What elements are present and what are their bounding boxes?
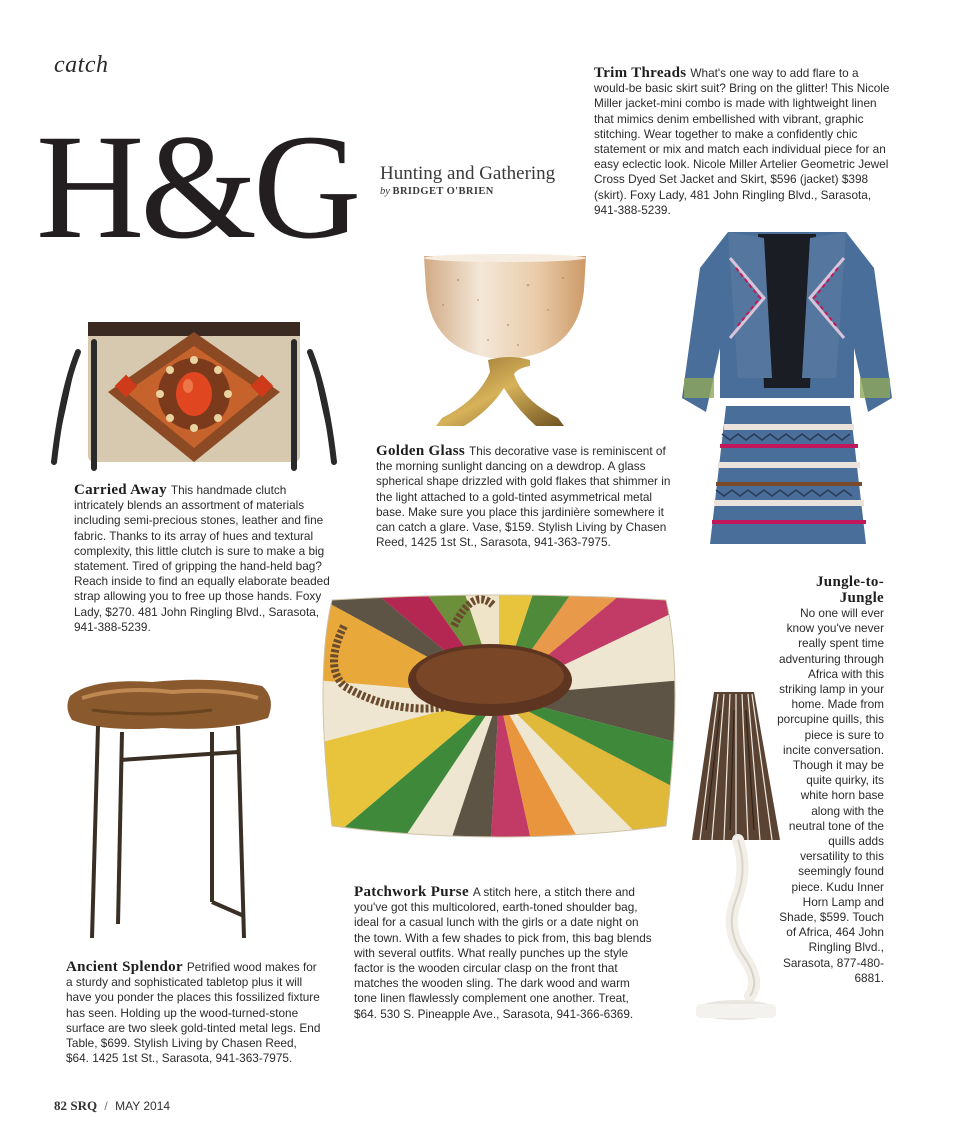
feature-title: Hunting and Gathering — [380, 163, 556, 184]
blurb-heading: Trim Threads — [594, 65, 687, 81]
jacket-skirt-image — [678, 228, 898, 548]
blurb-golden-glass — [376, 444, 680, 550]
blurb-body: What's one way to add flare to a would-be basic skirt suit? Bring on the glitter! This Nicole Miller jacket-mini combo is made with lightweight linen that mimics denim embellished with vibrant, graphic stitching. Wear together to make a confidently chic statement or mix and match each individual piece for an easy eclectic look. Nicole Miller Artelier Geometric Jewel Cross Dyed Set Jacket and Skirt, $596 (jacket) $398 (skirt). Foxy Lady, 481 John Ringling Blvd., Sarasota, 941-388-5239. — [594, 66, 890, 217]
blurb-body: Petrified wood makes for a sturdy and sophisticated tabletop plus it will have you ponder the places this fossilized fixture has seen. Holding up the wood-turned-stone surface are two sleek gold-tinted metal legs. End Table, $699. Stylish Living by Chasen Reed, $64. 1425 1st St., Sarasota, 941-363-7975. — [66, 960, 321, 1066]
beaded-clutch-image — [48, 312, 340, 472]
blurb-body: This decorative vase is reminiscent of the morning sunlight dancing on a dewdrop. A glass spherical shape drizzled with gold flakes that shimmer in the light attached to a gold-tinted asymmetrical metal base. Make sure you place this jardinière somewhere it can catch a glare. Vase, $159. Stylish Living by Chasen Reed, 1425 1st St., Sarasota, 941-363-7975. — [376, 444, 671, 550]
blurb-heading: Golden Glass — [376, 443, 466, 459]
blurb-ancient-splendor — [66, 960, 322, 1066]
blurb-trim-threads — [594, 66, 894, 218]
page-folio — [54, 1098, 170, 1114]
gold-vase-image — [418, 250, 598, 430]
blurb-heading: Ancient Splendor — [66, 959, 183, 975]
blurb-heading: Jungle-to-Jungle — [816, 574, 884, 606]
blurb-body: No one will ever know you've never really spent time adventuring through Africa with this striking lamp in your home. Made from porcupine quills, this piece is sure to incite conversation. Though it may be quite quirky, its white horn base along with the neutral tone of the quills adds versatility to this seemingly found piece. Kudu Inner Horn Lamp and Shade, $599. Touch of Africa, 464 John Ringling Blvd., Sarasota, 877-480-6881. — [777, 606, 884, 985]
blurb-carried-away — [74, 483, 330, 635]
byline-author: BRIDGET O'BRIEN — [392, 186, 494, 197]
byline-prefix: by — [380, 186, 390, 197]
folio-separator: / — [104, 1099, 108, 1113]
blurb-body: A stitch here, a stitch there and you've got this multicolored, earth-toned shoulder bag, ideal for a casual lunch with the girls or a date night on the town. With a few shades to pick from, this bag blends with several outfits. What really punches up the style factor is the wooden circular clasp on the front that matches the wooden sling. The dark wood and warm tone linen flawlessly complement one another. Treat, $64. 530 S. Pineapple Ave., Sarasota, 941-366-6369. — [354, 885, 652, 1021]
section-label: catch — [54, 52, 109, 78]
blurb-heading: Carried Away — [74, 482, 167, 498]
issue-date: MAY 2014 — [115, 1099, 171, 1113]
byline — [380, 186, 494, 197]
blurb-body: This handmade clutch intricately blends an assortment of materials including semi-precious stones, leather and fine fabric. Thanks to its array of hues and textural complexity, this little clutch is sure to make a big statement. Tired of gripping the hand-held bag? Reach inside to find an equally elaborate beaded strap allowing you to free up those hands. Foxy Lady, $270. 481 John Ringling Blvd., Sarasota, 941-388-5239. — [74, 483, 330, 634]
quill-lamp-image — [690, 690, 784, 1030]
masthead-title: H&G — [36, 104, 358, 270]
magazine-name: SRQ — [70, 1098, 98, 1113]
patchwork-purse-image — [304, 586, 694, 852]
petrified-table-image — [62, 676, 278, 946]
blurb-jungle-to-jungle — [776, 574, 884, 986]
blurb-patchwork-purse — [354, 885, 654, 1022]
page-number: 82 — [54, 1098, 67, 1113]
blurb-heading: Patchwork Purse — [354, 884, 469, 900]
